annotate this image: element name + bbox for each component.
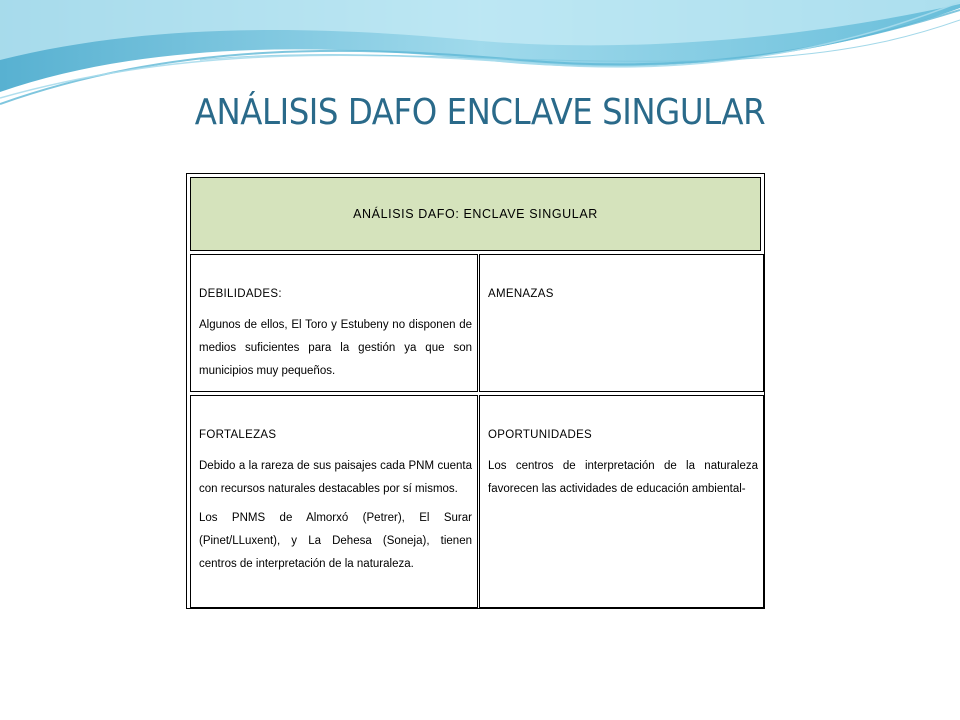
dafo-table bbox=[186, 173, 765, 609]
fortalezas-title: FORTALEZAS bbox=[199, 429, 277, 441]
table-header: ANÁLISIS DAFO: ENCLAVE SINGULAR bbox=[190, 177, 761, 251]
debilidades-cell bbox=[190, 254, 478, 392]
oportunidades-title: OPORTUNIDADES bbox=[488, 429, 593, 441]
fortalezas-paragraph-2: Los PNMS de Almorxó (Petrer), El Surar (Pinet/LLuxent), y La Dehesa (Soneja), tienen centros de interpretación de la naturaleza. bbox=[199, 512, 472, 570]
amenazas-title: AMENAZAS bbox=[488, 288, 554, 300]
amenazas-cell bbox=[479, 254, 764, 392]
fortalezas-cell bbox=[190, 395, 478, 608]
debilidades-text: Algunos de ellos, El Toro y Estubeny no disponen de medios suficientes para la gestión ya que son municipios muy pequeños. bbox=[199, 319, 472, 377]
debilidades-title: DEBILIDADES: bbox=[199, 288, 282, 300]
slide-title: ANÁLISIS DAFO ENCLAVE SINGULAR bbox=[194, 92, 766, 133]
oportunidades-text: Los centros de interpretación de la naturaleza favorecen las actividades de educación ambiental- bbox=[488, 460, 758, 495]
fortalezas-paragraph-1: Debido a la rareza de sus paisajes cada PNM cuenta con recursos naturales destacables por sí mismos. bbox=[199, 460, 472, 495]
oportunidades-cell bbox=[479, 395, 764, 608]
